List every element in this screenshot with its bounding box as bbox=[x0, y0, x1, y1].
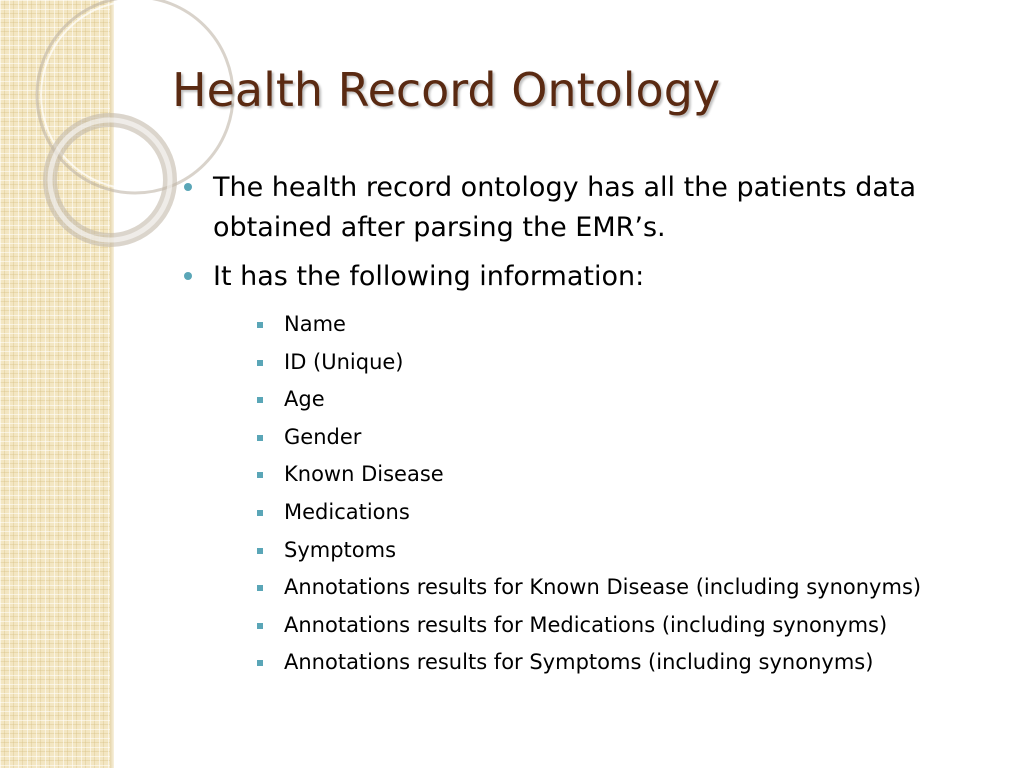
sublist-item-text: Name bbox=[284, 312, 346, 336]
square-bullet-icon bbox=[257, 548, 263, 554]
information-sublist bbox=[256, 306, 1004, 682]
bullet-text: It has the following information: bbox=[213, 261, 645, 292]
sublist-item bbox=[256, 494, 1004, 532]
sublist-item bbox=[256, 532, 1004, 570]
sublist-item-text: Known Disease bbox=[284, 462, 444, 487]
sublist-item bbox=[256, 607, 1004, 645]
sublist-item-text: Symptoms bbox=[284, 537, 397, 562]
square-bullet-icon bbox=[257, 397, 263, 403]
slide-body bbox=[184, 168, 1004, 682]
sublist-item-text: Annotations results for Known Disease (including synonyms) bbox=[284, 575, 922, 600]
sublist-item-text: ID (Unique) bbox=[284, 349, 404, 374]
square-bullet-icon bbox=[257, 435, 263, 441]
sublist-item-text: Annotations results for Medications (including synonyms) bbox=[284, 612, 888, 637]
square-bullet-icon bbox=[257, 472, 263, 478]
square-bullet-icon bbox=[257, 623, 263, 629]
bullet-text: The health record ontology has all the patients data obtained after parsing the EMR’s. bbox=[213, 172, 917, 243]
square-bullet-icon bbox=[257, 585, 263, 591]
bullet-dot-icon bbox=[184, 272, 192, 280]
sublist-item bbox=[256, 569, 1004, 607]
square-bullet-icon bbox=[257, 360, 263, 366]
sublist-item-text: Gender bbox=[284, 424, 362, 449]
sublist-item bbox=[256, 306, 1004, 344]
square-bullet-icon bbox=[257, 322, 263, 328]
slide-title: Health Record Ontology bbox=[172, 63, 721, 117]
bullet-item bbox=[184, 257, 1004, 297]
sublist-item bbox=[256, 344, 1004, 382]
sublist-item-text: Age bbox=[284, 387, 325, 412]
ring-ornament-icon bbox=[0, 0, 200, 260]
bullet-list bbox=[184, 168, 1004, 297]
bullet-item bbox=[184, 168, 1004, 248]
sublist-item bbox=[256, 419, 1004, 457]
sublist-item-text: Annotations results for Symptoms (including synonyms) bbox=[284, 650, 874, 675]
square-bullet-icon bbox=[257, 510, 263, 516]
bullet-dot-icon bbox=[184, 183, 192, 191]
sublist-item bbox=[256, 381, 1004, 419]
sublist-item bbox=[256, 644, 1004, 682]
sublist-item-text: Medications bbox=[284, 499, 410, 524]
sublist-item bbox=[256, 456, 1004, 494]
square-bullet-icon bbox=[257, 660, 263, 666]
